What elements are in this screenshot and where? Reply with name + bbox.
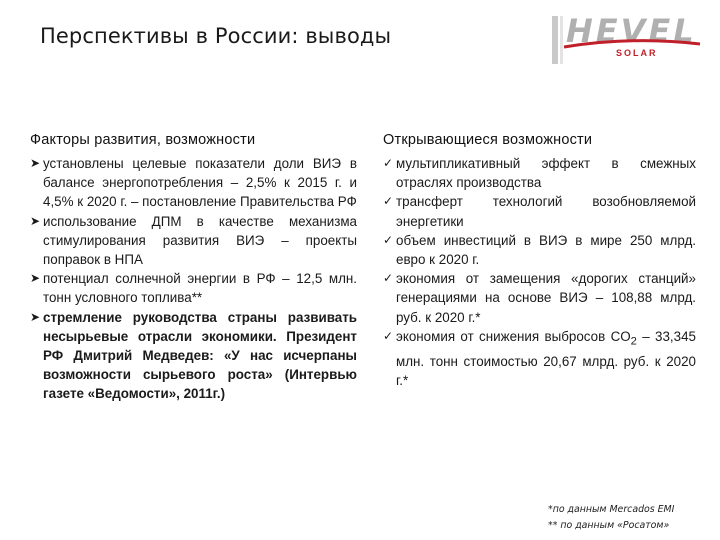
list-item-text: мультипликативный эффект в смежных отраслях производства [396, 156, 696, 191]
arrow-bullet-icon: ➤ [30, 213, 41, 228]
list-item [30, 269, 357, 307]
list-item-text: стремление руководства страны развивать несырьевые отрасли экономики. Президент РФ Дмитрий Медведев: «У нас исчерпаны возможности сырьевого роста» (Интервью газете «Ведомости», 2011г.) [43, 309, 357, 402]
footnotes [548, 502, 674, 534]
checkmark-bullet-icon: ✓ [383, 328, 394, 343]
list-item-text: потенциал солнечной энергии в РФ – 12,5 млн. тонн условного топлива** [43, 271, 357, 306]
list-item [30, 154, 357, 212]
list-item [383, 269, 696, 327]
arrow-bullet-icon: ➤ [30, 271, 41, 286]
list-item [383, 327, 696, 390]
checkmark-bullet-icon: ✓ [383, 271, 394, 286]
arrow-bullet-icon: ➤ [30, 309, 41, 324]
list-item [30, 308, 357, 404]
list-item [30, 212, 357, 270]
list-item [383, 231, 696, 269]
co2-text-before: экономия от снижения выбросов CO [396, 328, 631, 344]
list-item-text: объем инвестиций в ВИЭ в мире 250 млрд. евро к 2020 г. [396, 232, 696, 268]
list-item-text: экономия от замещения «дорогих станций» генерациями на основе ВИЭ – 108,88 млрд. руб. к 2020 г.* [396, 271, 696, 325]
slide-title: Перспективы в России: выводы [40, 24, 392, 48]
list-item-text: использование ДПМ в качестве механизма стимулирования развития ВИЭ – проекты поправок в НПА [43, 213, 357, 268]
factors-heading: Факторы развития, возможности [30, 132, 256, 148]
checkmark-bullet-icon: ✓ [383, 232, 394, 247]
list-item-text: установлены целевые показатели доли ВИЭ в балансе энергопотребления – 2,5% к 2015 г. и 4,5% к 2020 г. – постановление Правительства РФ [43, 156, 357, 210]
logo-bar [552, 16, 558, 64]
list-item-text [396, 327, 696, 390]
checkmark-bullet-icon: ✓ [383, 156, 394, 170]
list-item [383, 154, 696, 192]
list-item [383, 192, 696, 230]
logo-subtitle: SOLAR [616, 48, 658, 58]
co2-text-after: – 33,345 млн. тонн стоимостью 20,67 млрд. руб. к 2020 г.* [396, 328, 696, 388]
company-logo [552, 12, 702, 62]
footnote-2: ** по данным «Росатом» [548, 520, 670, 531]
list-item-text: трансферт технологий возобновляемой энергетики [396, 194, 696, 229]
opportunities-heading: Открывающиеся возможности [383, 132, 593, 148]
factors-column [30, 132, 357, 404]
opportunities-list [383, 154, 696, 390]
footnote-1: *по данным Mercados EMI [548, 504, 675, 515]
checkmark-bullet-icon: ✓ [383, 194, 394, 209]
opportunities-column [383, 132, 696, 390]
arrow-bullet-icon: ➤ [30, 156, 41, 170]
factors-list [30, 154, 357, 404]
logo-brand: HEVEL [566, 12, 697, 50]
co2-subscript: 2 [630, 335, 637, 348]
